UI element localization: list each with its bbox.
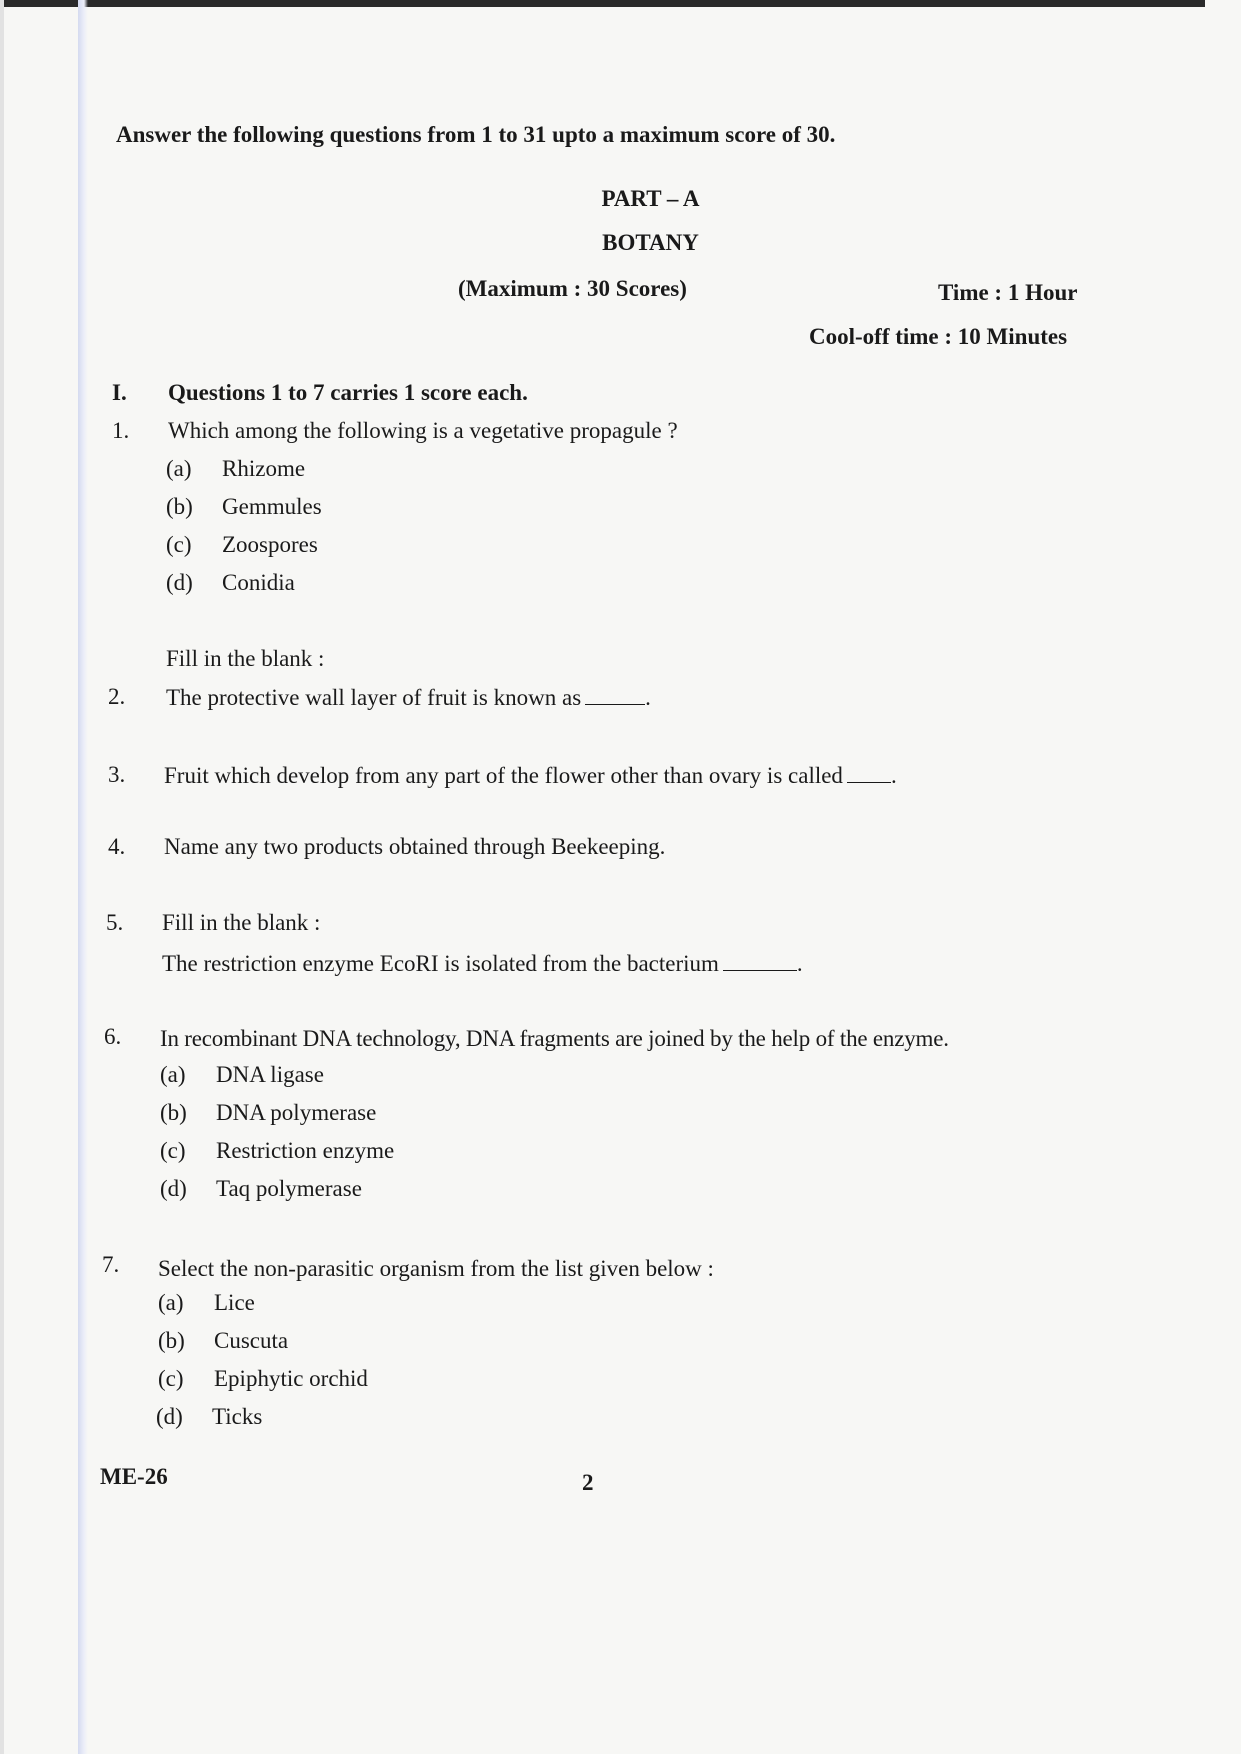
question-text: In recombinant DNA technology, DNA fragments are joined by the help of the enzyme.	[160, 1026, 949, 1051]
scan-top-border	[0, 0, 1205, 7]
option-text: Gemmules	[222, 494, 322, 519]
option-a	[166, 456, 305, 482]
answer-blank	[723, 950, 797, 971]
question-text: Which among the following is a vegetative propagule ?	[168, 418, 678, 443]
question-text	[166, 684, 651, 711]
question-number: 5.	[106, 910, 124, 935]
option-d	[160, 1176, 362, 1202]
instructions: Answer the following questions from 1 to 31 upto a maximum score of 30.	[116, 122, 836, 147]
option-label: (c)	[160, 1138, 186, 1163]
subject-heading: BOTANY	[602, 230, 699, 255]
fill-blank-instruction: Fill in the blank :	[162, 910, 321, 935]
question-body: The restriction enzyme EcoRI is isolated from the bacterium	[162, 951, 719, 976]
option-text: Lice	[214, 1290, 255, 1315]
scan-left-edge	[0, 0, 4, 1754]
question-text: Name any two products obtained through Beekeeping.	[164, 834, 666, 859]
cool-off-time: Cool-off time : 10 Minutes	[809, 324, 1068, 349]
section-numeral: I.	[112, 380, 127, 405]
question-text	[162, 950, 803, 977]
option-text: Ticks	[212, 1404, 263, 1429]
question-body: The protective wall layer of fruit is known as	[166, 685, 582, 710]
option-text: Cuscuta	[214, 1328, 289, 1353]
fill-blank-instruction: Fill in the blank :	[166, 646, 325, 671]
option-label: (b)	[160, 1100, 187, 1125]
question-end: .	[796, 951, 803, 976]
option-label: (b)	[166, 494, 193, 519]
answer-blank	[585, 684, 645, 705]
answer-blank	[847, 762, 891, 783]
question-number: 3.	[108, 762, 126, 787]
option-a	[160, 1062, 324, 1088]
option-b	[158, 1328, 288, 1354]
option-b	[166, 494, 322, 520]
option-text: Taq polymerase	[216, 1176, 362, 1201]
option-label: (a)	[160, 1062, 186, 1087]
option-text: Conidia	[222, 570, 295, 595]
option-c	[158, 1366, 368, 1392]
option-label: (a)	[166, 456, 192, 481]
option-text: DNA polymerase	[216, 1100, 377, 1125]
option-c	[160, 1138, 394, 1164]
option-label: (c)	[158, 1366, 184, 1391]
option-d	[156, 1404, 262, 1430]
option-label: (d)	[160, 1176, 187, 1201]
option-a	[158, 1290, 255, 1316]
option-label: (c)	[166, 532, 192, 557]
question-number: 6.	[104, 1024, 122, 1049]
option-c	[166, 532, 318, 558]
option-text: Epiphytic orchid	[214, 1366, 368, 1391]
section-heading: Questions 1 to 7 carries 1 score each.	[168, 380, 528, 405]
question-end: .	[645, 685, 651, 710]
question-number: 2.	[108, 684, 126, 709]
scan-binding-shadow	[78, 0, 88, 1754]
question-text: Select the non-parasitic organism from the list given below :	[158, 1256, 714, 1281]
option-text: Zoospores	[222, 532, 318, 557]
option-label: (d)	[156, 1404, 183, 1429]
option-d	[166, 570, 295, 596]
option-label: (d)	[166, 570, 193, 595]
question-number: 7.	[102, 1252, 120, 1277]
option-label: (b)	[158, 1328, 185, 1353]
part-heading: PART – A	[601, 186, 700, 211]
question-number: 4.	[108, 834, 126, 859]
option-b	[160, 1100, 376, 1126]
question-end: .	[890, 763, 897, 788]
option-text: Restriction enzyme	[216, 1138, 395, 1163]
question-body: Fruit which develop from any part of the flower other than ovary is called	[164, 763, 843, 788]
option-text: DNA ligase	[216, 1062, 324, 1087]
max-score: (Maximum : 30 Scores)	[458, 276, 687, 301]
page-number: 2	[582, 1470, 594, 1495]
option-text: Rhizome	[222, 456, 306, 481]
question-text	[164, 762, 897, 789]
question-number: 1.	[112, 418, 130, 443]
time-allowed: Time : 1 Hour	[938, 280, 1078, 305]
option-label: (a)	[158, 1290, 184, 1315]
paper-code: ME-26	[100, 1464, 168, 1489]
